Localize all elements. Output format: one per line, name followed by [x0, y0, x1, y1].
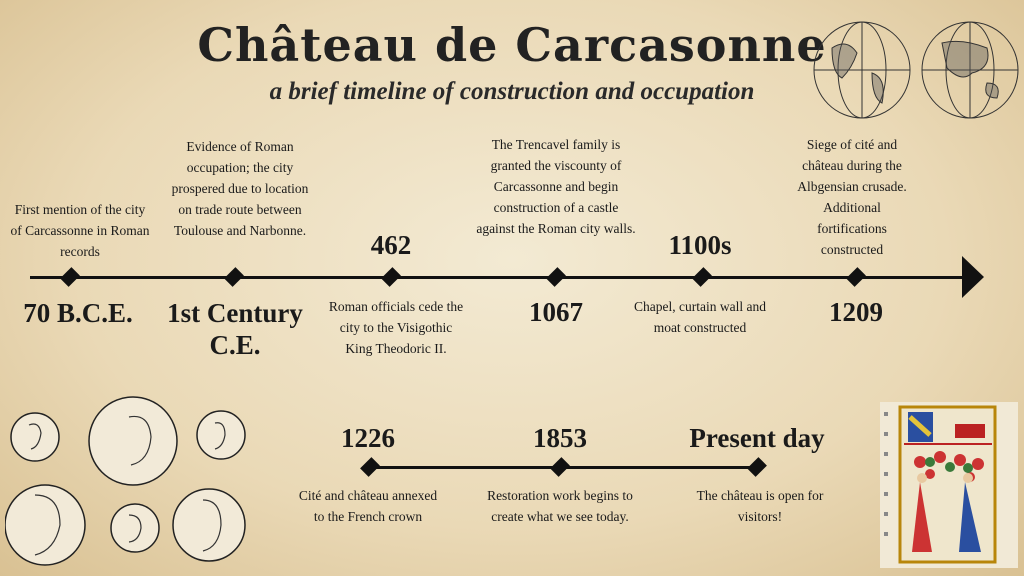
- timeline-marker: [550, 457, 570, 477]
- event-year: 1226: [341, 423, 395, 453]
- event-year: 70 B.C.E.: [23, 298, 133, 328]
- timeline-marker: [692, 267, 712, 287]
- event-description: Roman officials cede the city to the Visigothic King Theodoric II.: [328, 299, 464, 356]
- event-description: First mention of the city of Carcassonne in Roman records: [10, 202, 150, 259]
- timeline-marker: [747, 457, 767, 477]
- timeline-marker: [60, 267, 80, 287]
- timeline-marker: [224, 267, 244, 287]
- roman-coins-illustration: [5, 395, 250, 573]
- event-year: Present day: [689, 423, 825, 453]
- main-timeline-line: [30, 276, 970, 279]
- event-description: Cité and château annexed to the French crown: [298, 488, 438, 524]
- timeline-marker: [846, 267, 866, 287]
- timeline-marker: [381, 267, 401, 287]
- event-year: 1853: [533, 423, 587, 453]
- event-year: 1st Century C.E.: [167, 298, 303, 360]
- event-year: 1067: [529, 297, 583, 327]
- arrow-head-icon: [962, 256, 986, 298]
- timeline-marker: [546, 267, 566, 287]
- event-description: Evidence of Roman occupation; the city prospered due to location on trade route between Toulouse and Narbonne.: [171, 139, 309, 238]
- event-description: Siege of cité and château during the Albgensian crusade. Additional fortifications constructed: [797, 137, 907, 257]
- event-description: Restoration work begins to create what we see today.: [487, 488, 633, 524]
- event-year: 1100s: [668, 230, 732, 260]
- timeline-marker: [360, 457, 380, 477]
- event-description: The Trencavel family is granted the viscounty of Carcassonne and begin construction of a castle against the Roman city walls.: [476, 137, 636, 236]
- event-year: 1209: [829, 297, 883, 327]
- page-title: Château de Carcasonne: [197, 18, 827, 72]
- event-description: The château is open for visitors!: [696, 488, 824, 524]
- world-map-illustration: [812, 18, 1022, 123]
- page-subtitle: a brief timeline of construction and occupation: [269, 78, 755, 105]
- event-description: Chapel, curtain wall and moat constructed: [634, 299, 766, 335]
- manuscript-illustration: [880, 402, 1018, 568]
- event-year: 462: [370, 230, 412, 260]
